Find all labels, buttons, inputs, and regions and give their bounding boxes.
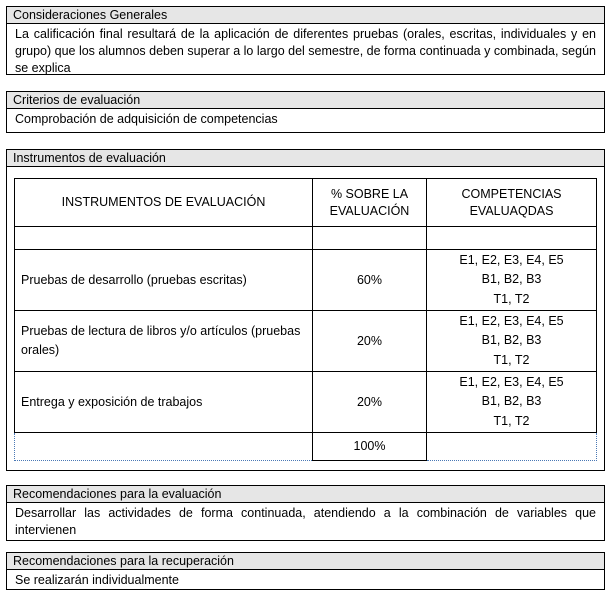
evaluation-criteria-title: Criterios de evaluación — [7, 92, 604, 109]
instrument-percent: 60% — [313, 250, 427, 311]
competencies-t: T1, T2 — [493, 413, 530, 428]
empty-cell — [15, 227, 313, 250]
empty-cell — [427, 227, 597, 250]
header-percent-line1: % SOBRE LA — [330, 186, 409, 201]
table-row — [15, 311, 597, 372]
instrument-percent: 20% — [313, 372, 427, 433]
evaluation-criteria-text: Comprobación de adquisición de competencias — [15, 112, 278, 126]
competencies-b: B1, B2, B3 — [481, 272, 542, 287]
table-row — [15, 250, 597, 311]
evaluation-instruments-table — [14, 178, 597, 461]
evaluation-instruments-section — [6, 149, 605, 471]
instrument-percent: 20% — [313, 311, 427, 372]
evaluation-instruments-title: Instrumentos de evaluación — [7, 150, 604, 167]
competencies-t: T1, T2 — [493, 352, 530, 367]
general-considerations-text: La calificación final resultará de la aplicación de diferentes pruebas (orales, escritas, individuales y en grupo) que los alumnos deben superar a lo largo del semestre, de forma continuada y combinada, según se explica — [15, 27, 596, 75]
total-competencies-cell — [427, 433, 597, 461]
recovery-recommendations-text: Se realizarán individualmente — [15, 573, 179, 587]
competencies-t: T1, T2 — [493, 291, 530, 306]
table-row — [15, 372, 597, 433]
evaluation-recommendations-text: Desarrollar las actividades de forma continuada, atendiendo a la combinación de variables que intervienen — [15, 506, 596, 537]
competencies-e: E1, E2, E3, E4, E5 — [459, 252, 564, 267]
competencies-b: B1, B2, B3 — [481, 394, 542, 409]
header-competencies — [427, 179, 597, 227]
competencies-e: E1, E2, E3, E4, E5 — [459, 374, 564, 389]
table-header-row — [15, 179, 597, 227]
recovery-recommendations-title: Recomendaciones para la recuperación — [7, 553, 604, 570]
instrument-competencies — [427, 311, 597, 372]
table-total-row — [15, 433, 597, 461]
table-empty-row — [15, 227, 597, 250]
header-competencies-line2: EVALUAQDAS — [469, 203, 554, 218]
evaluation-recommendations-section — [6, 485, 605, 541]
instrument-name: Pruebas de lectura de libros y/o artículos (pruebas orales) — [15, 311, 313, 372]
header-competencies-line1: COMPETENCIAS — [461, 186, 562, 201]
competencies-e: E1, E2, E3, E4, E5 — [459, 313, 564, 328]
empty-cell — [313, 227, 427, 250]
general-considerations-section — [6, 6, 605, 75]
evaluation-recommendations-title: Recomendaciones para la evaluación — [7, 486, 604, 503]
header-instrument: INSTRUMENTOS DE EVALUACIÓN — [15, 179, 313, 227]
competencies-b: B1, B2, B3 — [481, 333, 542, 348]
recovery-recommendations-section — [6, 552, 605, 590]
evaluation-criteria-section — [6, 91, 605, 133]
instrument-name: Entrega y exposición de trabajos — [15, 372, 313, 433]
instrument-competencies — [427, 250, 597, 311]
total-percent: 100% — [313, 433, 427, 461]
header-percent-line2: EVALUACIÓN — [329, 203, 410, 218]
header-percent — [313, 179, 427, 227]
general-considerations-title: Consideraciones Generales — [7, 7, 604, 24]
instrument-competencies — [427, 372, 597, 433]
total-label-cell — [15, 433, 313, 461]
instrument-name: Pruebas de desarrollo (pruebas escritas) — [15, 250, 313, 311]
